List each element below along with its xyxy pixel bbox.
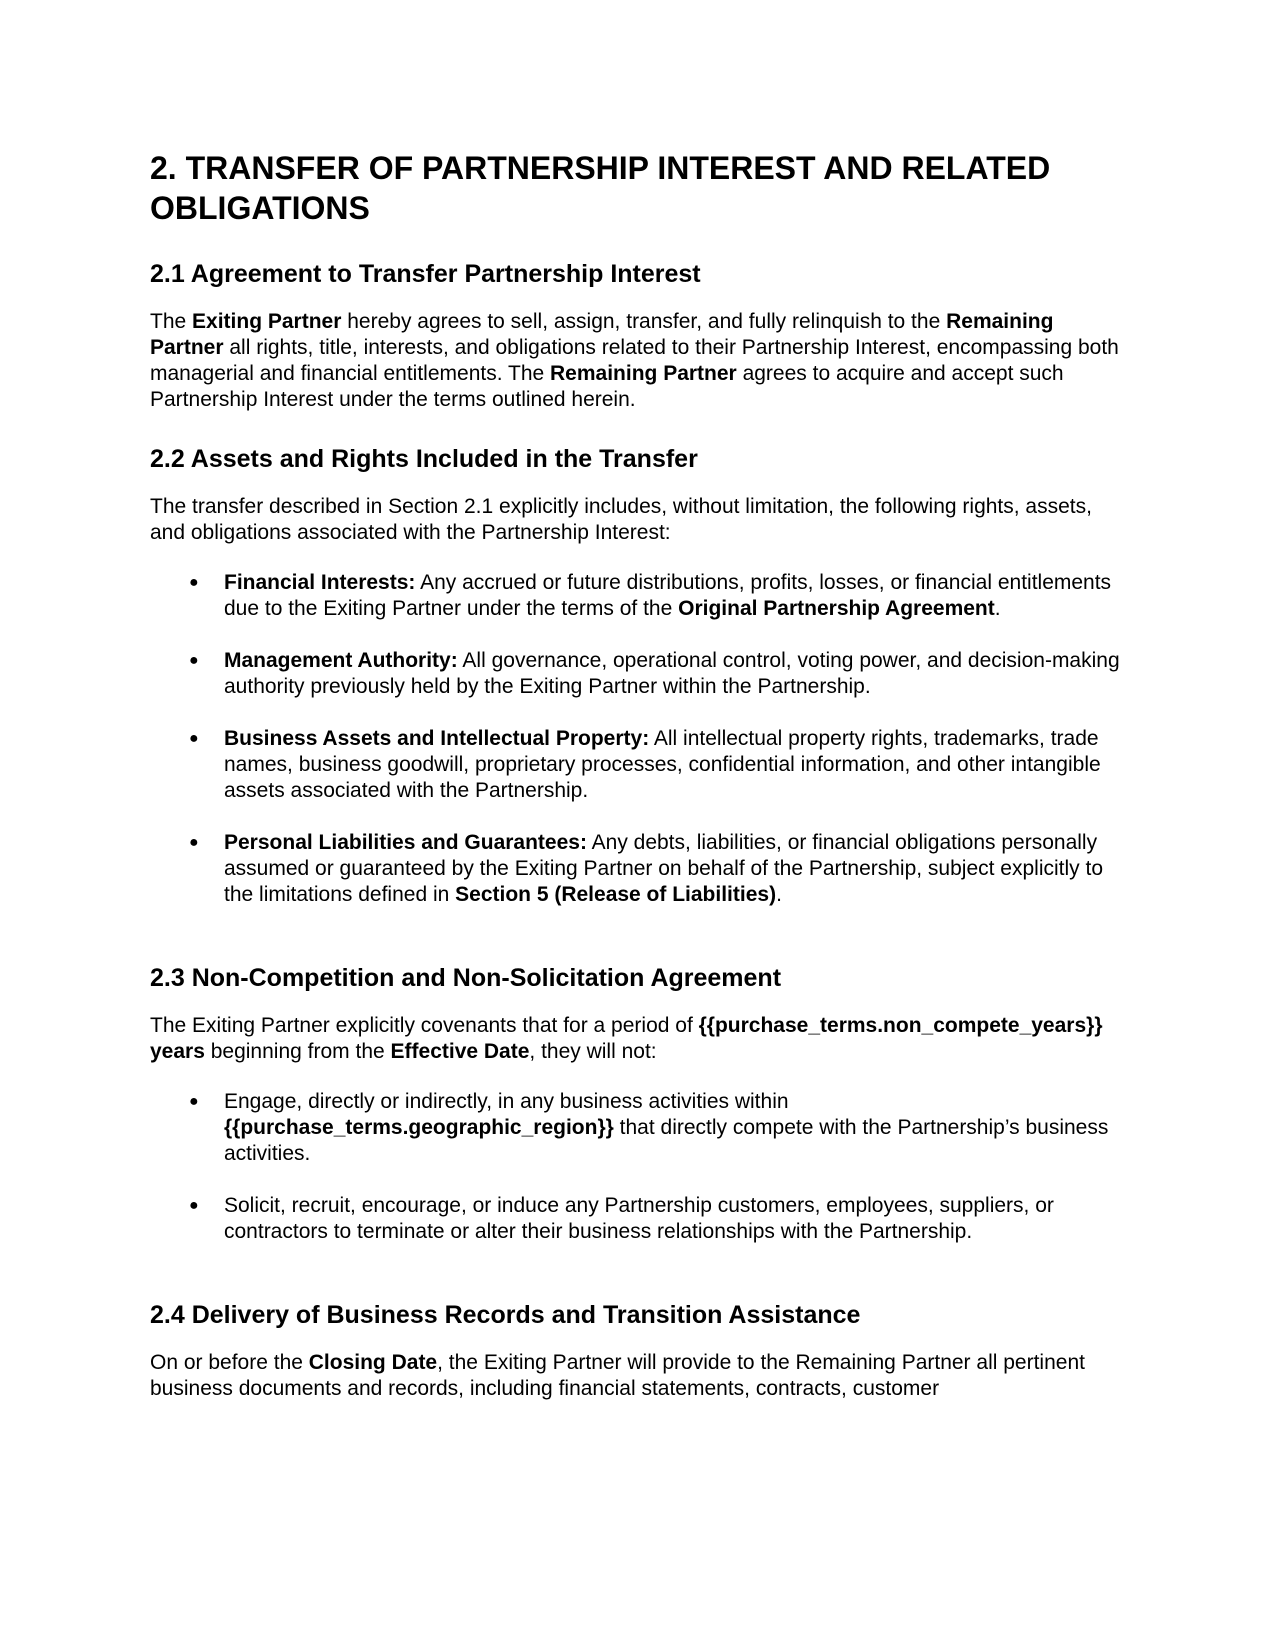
item-label: Financial Interests: (224, 571, 416, 594)
text: , they will not: (529, 1040, 657, 1063)
term-section-5: Section 5 (Release of Liabilities) (455, 883, 777, 906)
item-text: Solicit, recruit, encourage, or induce any Partnership customers, employees, suppliers, or contractors to terminate or alter their business relationships with the Partnership. (224, 1194, 1054, 1243)
paragraph-2-4 (150, 1350, 1130, 1402)
item-text: All governance, operational control, voting power, and decision-making authority previously held by the Exiting Partner within the Partnership. (224, 649, 1120, 698)
bullet-icon: ● (189, 834, 199, 851)
term-remaining-partner: Remaining Partner (550, 362, 737, 385)
item-text: Engage, directly or indirectly, in any business activities within (224, 1090, 789, 1113)
item-tail: . (994, 597, 1001, 620)
bullet-icon: ● (189, 574, 199, 591)
item-text: Any accrued or future distributions, profits, losses, or financial entitlements due to the Exiting Partner under the terms of the (224, 571, 1112, 620)
bullet-icon: ● (189, 652, 199, 669)
bullet-icon: ● (189, 1197, 199, 1214)
text: On or before the (150, 1351, 309, 1374)
item-text: that directly compete with the Partnership’s business activities. (224, 1116, 1109, 1165)
list-item-personal-liabilities (150, 830, 1130, 908)
placeholder-non-compete-years: {{purchase_terms.non_compete_years}} years (150, 1014, 1103, 1063)
item-label: Management Authority: (224, 649, 458, 672)
heading-2-4: 2.4 Delivery of Business Records and Transition Assistance (150, 1301, 861, 1329)
heading-2-2: 2.2 Assets and Rights Included in the Transfer (150, 445, 698, 473)
bullet-icon: ● (189, 1093, 199, 1110)
text: agrees to acquire and accept such Partnership Interest under the terms outlined herein. (150, 362, 1064, 411)
bullet-icon: ● (189, 730, 199, 747)
item-text: All intellectual property rights, trademarks, trade names, business goodwill, proprietary processes, confidential information, and other intangible assets associated with the Partnership. (224, 727, 1101, 802)
document-body (150, 148, 1130, 1432)
heading-2-3: 2.3 Non-Competition and Non-Solicitation Agreement (150, 964, 782, 992)
term-remaining-partner: Remaining Partner (150, 310, 1054, 359)
paragraph-2-2-intro: The transfer described in Section 2.1 explicitly includes, without limitation, the following rights, assets, and obligations associated with the Partnership Interest: (150, 495, 1092, 544)
placeholder-geographic-region: {{purchase_terms.geographic_region}} (224, 1116, 614, 1139)
paragraph-2-1 (150, 309, 1130, 413)
list-item-business-assets (150, 726, 1130, 804)
text: hereby agrees to sell, assign, transfer, and fully relinquish to the (341, 310, 947, 333)
term-exiting-partner: Exiting Partner (192, 310, 342, 333)
text: beginning from the (204, 1040, 391, 1063)
list-item-financial-interests (150, 570, 1130, 622)
section-title: 2. TRANSFER OF PARTNERSHIP INTEREST AND RELATED OBLIGATIONS (150, 150, 1051, 226)
list-item-management-authority (150, 648, 1130, 700)
bullet-list-2-2 (150, 570, 1130, 908)
list-item-non-solicit (150, 1193, 1130, 1245)
item-label: Personal Liabilities and Guarantees: (224, 831, 587, 854)
item-label: Business Assets and Intellectual Property: (224, 727, 650, 750)
heading-2-1: 2.1 Agreement to Transfer Partnership Interest (150, 260, 701, 288)
text: The (150, 310, 193, 333)
text: all rights, title, interests, and obligations related to their Partnership Interest, encompassing both managerial and financial entitlements. The (150, 336, 1119, 385)
term-original-partnership-agreement: Original Partnership Agreement (678, 597, 995, 620)
text: , the Exiting Partner will provide to the Remaining Partner all pertinent business documents and records, including financial statements, contracts, customer (150, 1351, 1085, 1400)
bullet-list-2-3 (150, 1089, 1130, 1245)
term-effective-date: Effective Date (390, 1040, 530, 1063)
text: The Exiting Partner explicitly covenants that for a period of (150, 1014, 699, 1037)
item-text: Any debts, liabilities, or financial obligations personally assumed or guaranteed by the Exiting Partner on behalf of the Partnership, subject explicitly to the limitations defined in (224, 831, 1104, 906)
paragraph-2-3 (150, 1013, 1130, 1065)
item-tail: . (776, 883, 782, 906)
term-closing-date: Closing Date (308, 1351, 438, 1374)
list-item-non-compete (150, 1089, 1130, 1167)
